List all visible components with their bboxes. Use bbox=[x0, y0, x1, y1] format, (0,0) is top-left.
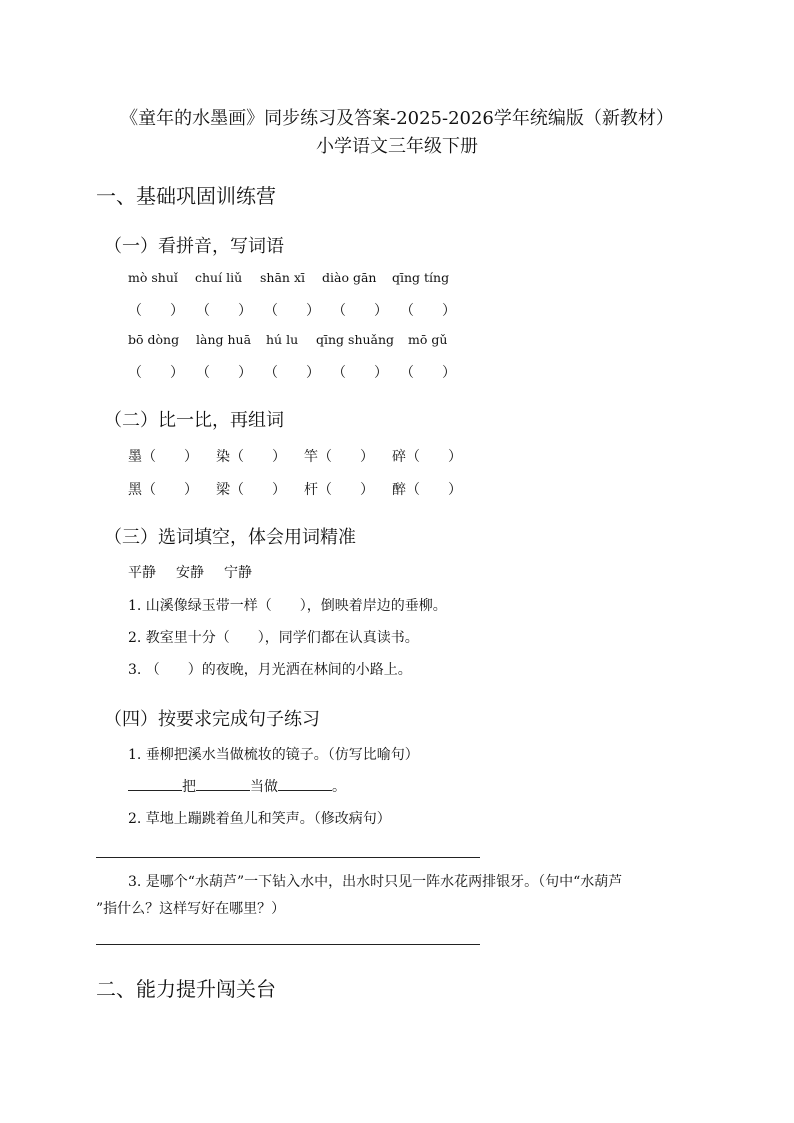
pinyin: làng huā bbox=[196, 332, 252, 347]
imitation-line bbox=[128, 776, 346, 796]
pinyin: mò shuǐ bbox=[128, 270, 178, 285]
fill-question-2: 2. 教室里十分（ ），同学们都在认真读书。 bbox=[128, 630, 419, 646]
sentence-question-2: 2. 草地上蹦跳着鱼儿和笑声。（修改病句） bbox=[128, 811, 391, 827]
sentence-question-1: 1. 垂柳把溪水当做梳妆的镜子。（仿写比喻句） bbox=[128, 747, 419, 763]
compare-item: 竿（ ） bbox=[304, 449, 374, 465]
pinyin: diào gān bbox=[322, 270, 377, 285]
compare-item: 杆（ ） bbox=[304, 482, 374, 498]
document-title-line1: 《童年的水墨画》同步练习及答案-2025-2026学年统编版（新教材） bbox=[120, 108, 674, 129]
answer-blank[interactable]: （ ） bbox=[128, 303, 184, 319]
pinyin: qīng tíng bbox=[392, 270, 450, 285]
word-dangzuo: 当做 bbox=[250, 779, 278, 795]
fill-question-1: 1. 山溪像绿玉带一样（ ），倒映着岸边的垂柳。 bbox=[128, 598, 447, 614]
fill-question-3: 3. （ ）的夜晚，月光洒在林间的小路上。 bbox=[128, 662, 412, 678]
compare-item: 黑（ ） bbox=[128, 482, 198, 498]
pinyin: qīng shuǎng bbox=[316, 332, 395, 347]
word-option: 平静 bbox=[128, 565, 156, 581]
answer-line[interactable] bbox=[96, 857, 480, 858]
answer-blank[interactable]: （ ） bbox=[196, 365, 252, 381]
section1-heading: 一、基础巩固训练营 bbox=[96, 184, 276, 208]
answer-blank-line[interactable] bbox=[128, 778, 182, 791]
word-option: 安静 bbox=[176, 565, 204, 581]
part2-heading: （二）比一比，再组词 bbox=[104, 410, 284, 431]
word-option: 宁静 bbox=[224, 565, 252, 581]
pinyin: chuí liǔ bbox=[195, 270, 243, 285]
compare-item: 碎（ ） bbox=[392, 449, 462, 465]
answer-line[interactable] bbox=[96, 944, 480, 945]
compare-item: 墨（ ） bbox=[128, 449, 198, 465]
answer-blank[interactable]: （ ） bbox=[332, 365, 388, 381]
pinyin: bō dòng bbox=[128, 332, 180, 347]
compare-item: 醉（ ） bbox=[392, 482, 462, 498]
compare-item: 梁（ ） bbox=[216, 482, 286, 498]
part4-heading: （四）按要求完成句子练习 bbox=[104, 709, 320, 730]
answer-blank[interactable]: （ ） bbox=[400, 303, 456, 319]
word-ba: 把 bbox=[182, 779, 196, 795]
answer-blank[interactable]: （ ） bbox=[400, 365, 456, 381]
sentence-question-3-line1: 3. 是哪个“水葫芦”一下钻入水中，出水时只见一阵水花两排银牙。（句中“水葫芦 bbox=[128, 874, 623, 890]
sentence-question-3-line2: ”指什么？这样写好在哪里？） bbox=[96, 901, 286, 917]
answer-blank[interactable]: （ ） bbox=[196, 303, 252, 319]
pinyin: shān xī bbox=[260, 270, 305, 285]
period: 。 bbox=[332, 779, 346, 795]
part3-heading: （三）选词填空，体会用词精准 bbox=[104, 527, 356, 548]
answer-blank[interactable]: （ ） bbox=[332, 303, 388, 319]
answer-blank-line[interactable] bbox=[196, 778, 250, 791]
pinyin: mō gǔ bbox=[408, 332, 448, 347]
document-title-line2: 小学语文三年级下册 bbox=[316, 136, 478, 157]
answer-blank[interactable]: （ ） bbox=[264, 365, 320, 381]
pinyin: hú lu bbox=[266, 332, 299, 347]
answer-blank[interactable]: （ ） bbox=[264, 303, 320, 319]
answer-blank-line[interactable] bbox=[278, 778, 332, 791]
part1-heading: （一）看拼音，写词语 bbox=[104, 236, 284, 257]
compare-item: 染（ ） bbox=[216, 449, 286, 465]
answer-blank[interactable]: （ ） bbox=[128, 365, 184, 381]
section2-heading: 二、能力提升闯关台 bbox=[96, 977, 276, 1001]
